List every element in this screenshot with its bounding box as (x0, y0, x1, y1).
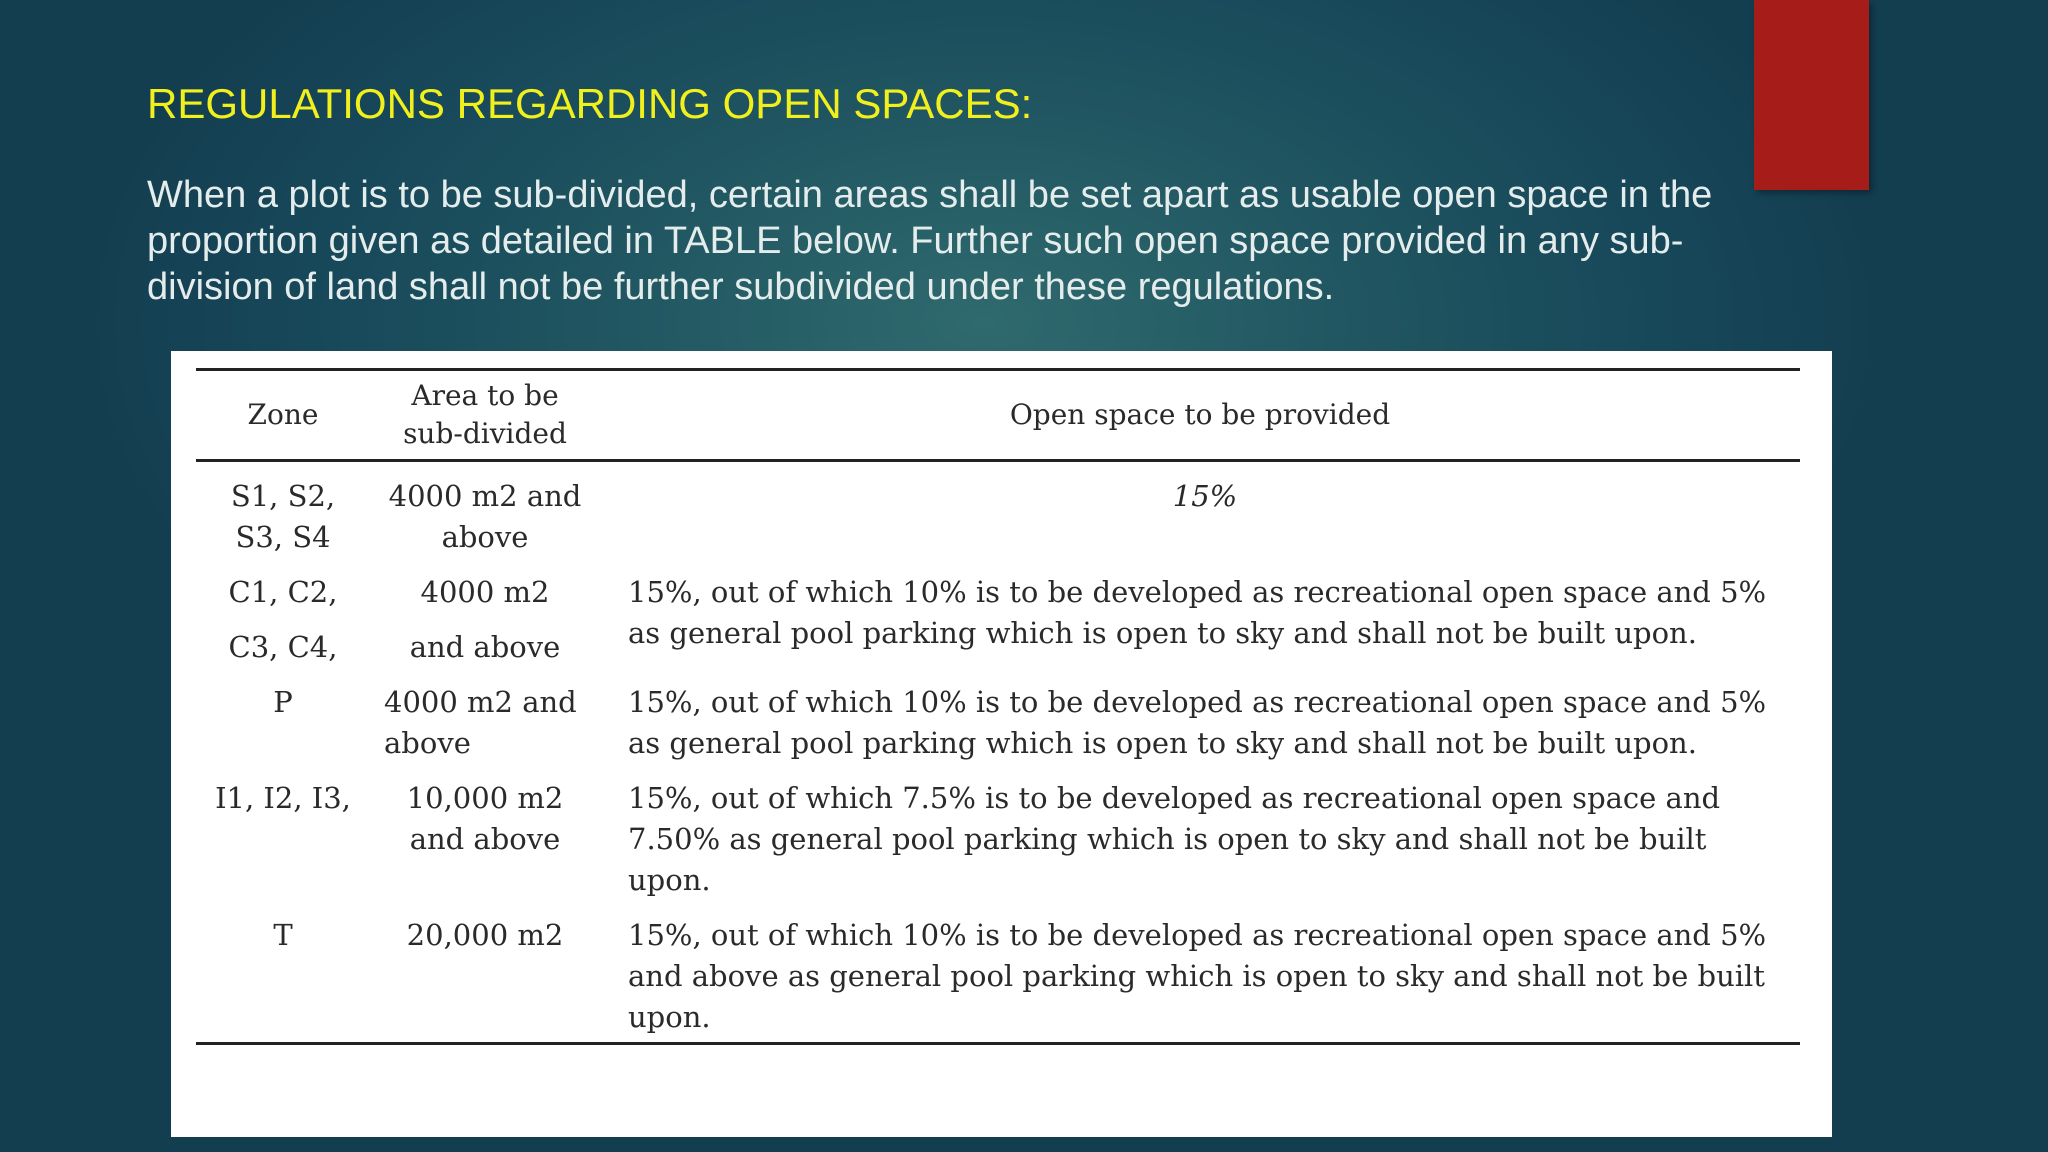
header-area (370, 370, 600, 461)
zone-line: C1, C2, (228, 575, 338, 609)
header-zone: Zone (196, 370, 370, 461)
area-line: 4000 m2 (420, 575, 550, 609)
open-space-cell: 15%, out of which 10% is to be developed as recreational open space and 5% as general pool parking which is open to sky and shall not be built upon. (628, 685, 1767, 760)
accent-bar (1754, 0, 1869, 190)
area-line: 4000 m2 and (384, 685, 577, 719)
area-line: above (441, 520, 529, 554)
area-line: 4000 m2 and (388, 479, 582, 513)
header-area-line1: Area to be (411, 379, 559, 412)
zone-line: C3, C4, (228, 630, 338, 664)
zone-cell (196, 764, 370, 901)
area-cell (370, 764, 600, 901)
area-cell (370, 461, 600, 559)
area-cell (370, 901, 600, 1044)
table-row (196, 668, 1800, 764)
zone-cell (196, 668, 370, 764)
zone-line: S1, S2, (230, 479, 336, 513)
open-space-cell: 15%, out of which 10% is to be developed as recreational open space and 5% and above as general pool parking which is open to sky and shall not be built upon. (600, 901, 1800, 1044)
area-line: 10,000 m2 (406, 781, 564, 815)
zone-line: T (273, 918, 293, 952)
header-open-space: Open space to be provided (600, 370, 1800, 461)
table-row (196, 764, 1800, 901)
open-space-cell: 15% (1172, 479, 1238, 513)
area-cell (370, 558, 600, 668)
zone-cell (196, 558, 370, 668)
table-row (196, 461, 1800, 559)
zone-cell (196, 461, 370, 559)
table-row (196, 558, 1800, 668)
zone-line: S3, S4 (235, 520, 331, 554)
area-cell (370, 668, 600, 764)
area-line: and above (409, 822, 561, 856)
regulation-table-image (171, 351, 1832, 1137)
slide-title: REGULATIONS REGARDING OPEN SPACES: (147, 80, 1033, 127)
zone-line: P (273, 685, 293, 719)
table-row (196, 901, 1800, 1044)
table-header-row (196, 370, 1800, 461)
header-area-line2: sub-divided (403, 417, 567, 450)
open-space-cell: 15%, out of which 7.5% is to be developed as recreational open space and 7.50% as general pool parking which is open to sky and shall not be built upon. (628, 781, 1721, 897)
slide-body-text: When a plot is to be sub-divided, certain areas shall be set apart as usable open space in the proportion given as detailed in TABLE below. Further such open space provided in any sub-division of land shall not be further subdivided under these regulations. (147, 174, 1713, 308)
area-line: above (384, 726, 471, 760)
area-line: and above (409, 630, 561, 664)
area-line: 20,000 m2 (406, 918, 564, 952)
open-space-table (196, 368, 1800, 1045)
zone-cell (196, 901, 370, 1044)
open-space-cell: 15%, out of which 10% is to be developed as recreational open space and 5% as general pool parking which is open to sky and shall not be built upon. (628, 575, 1767, 650)
zone-line: I1, I2, I3, (215, 781, 351, 815)
